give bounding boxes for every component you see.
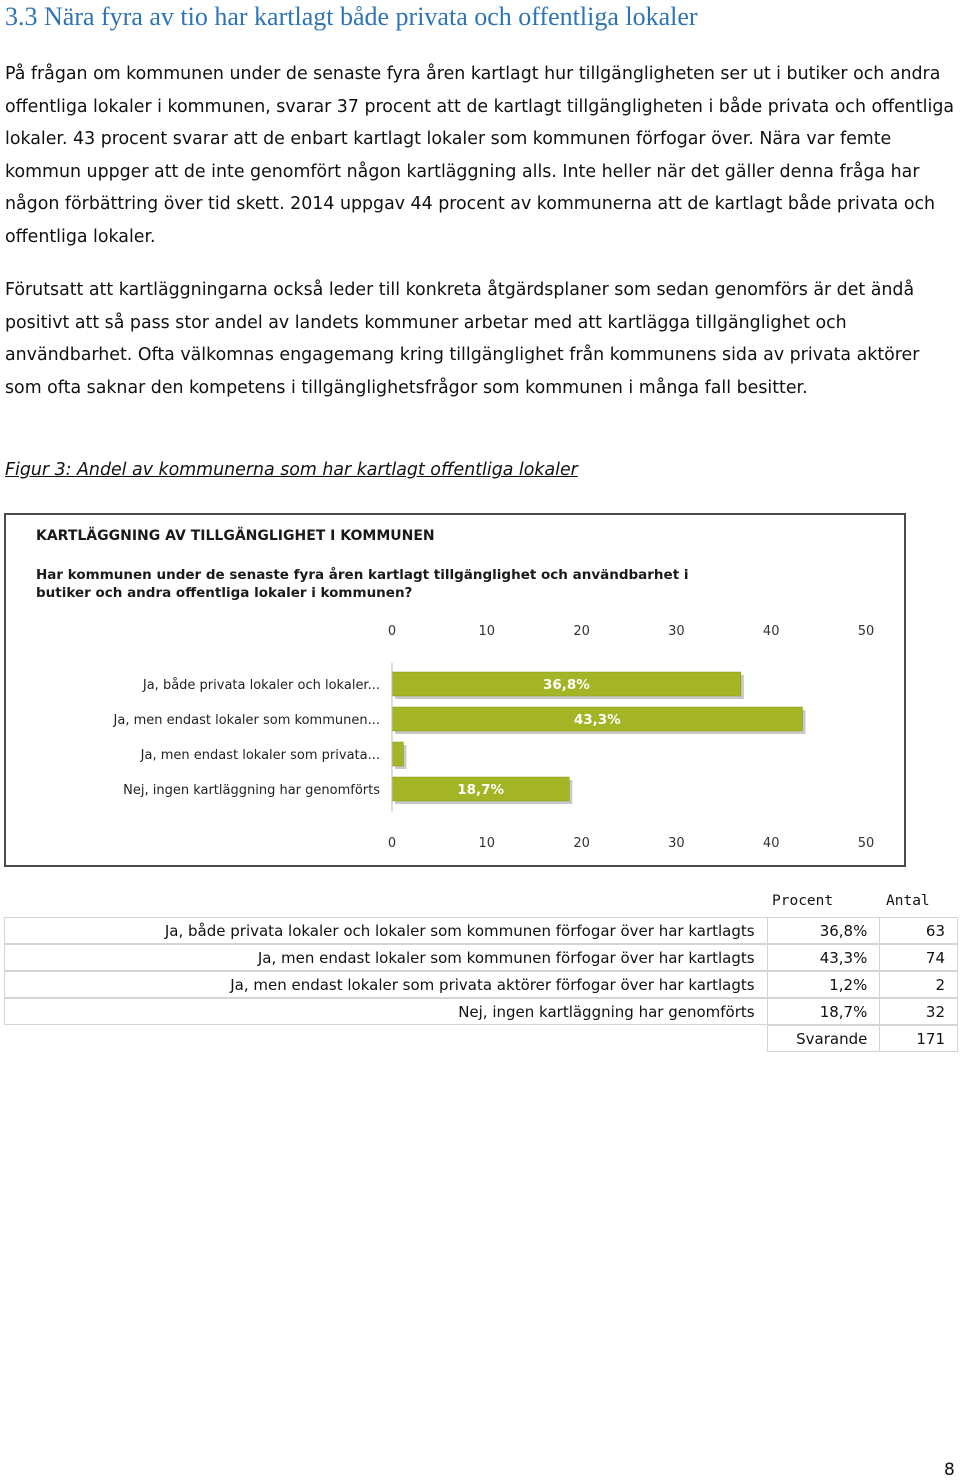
row-percent: 36,8% xyxy=(767,917,880,944)
row-count: 63 xyxy=(879,917,958,944)
x-tick-label-top: 0 xyxy=(387,624,397,639)
x-tick-label-bottom: 50 xyxy=(857,836,875,851)
table-header-percent: Procent xyxy=(772,893,834,909)
category-label: Ja, både privata lokaler och lokaler... xyxy=(142,678,380,693)
chart-subtitle-line: Har kommunen under de senaste fyra åren kartlagt tillgänglighet och användbarhet i xyxy=(36,567,689,583)
bar xyxy=(392,742,403,766)
x-tick-label-top: 40 xyxy=(762,624,780,639)
category-label: Ja, men endast lokaler som privata... xyxy=(140,748,380,763)
results-table xyxy=(4,917,958,1052)
row-label: Nej, ingen kartläggning har genomförts xyxy=(4,998,767,1025)
table-header-count: Antal xyxy=(886,893,930,909)
table-row xyxy=(4,944,958,971)
x-tick-label-top: 30 xyxy=(668,624,685,639)
category-label: Ja, men endast lokaler som kommunen... xyxy=(113,713,380,728)
row-count: 32 xyxy=(879,998,958,1025)
section-heading: 3.3 Nära fyra av tio har kartlagt både privata och offentliga lokaler xyxy=(5,2,698,31)
x-tick-label-top: 20 xyxy=(573,624,590,639)
row-label: Ja, men endast lokaler som privata aktörer förfogar över har kartlagts xyxy=(4,971,767,998)
row-percent: 18,7% xyxy=(767,998,880,1025)
category-label: Nej, ingen kartläggning har genomförts xyxy=(123,783,380,798)
row-label: Ja, både privata lokaler och lokaler som kommunen förfogar över har kartlagts xyxy=(4,917,767,944)
data-label: 36,8% xyxy=(543,677,590,693)
row-count: 74 xyxy=(879,944,958,971)
row-label-empty xyxy=(4,1025,767,1052)
data-label: 18,7% xyxy=(457,782,505,798)
bar-chart xyxy=(4,513,906,867)
x-tick-label-bottom: 0 xyxy=(387,836,397,851)
data-label: 43,3% xyxy=(573,712,621,728)
page-number: 8 xyxy=(944,1460,955,1480)
x-tick-label-top: 10 xyxy=(478,624,496,639)
body-paragraph-2: Förutsatt att kartläggningarna också leder till konkreta åtgärdsplaner som sedan genomförs är det ändå positivt att så pass stor andel av landets kommuner arbetar med att kartlägga tillgänglighet och användbarhet. Ofta välkomnas engagemang kring tillgänglighet från kommunens sida av privata aktörer som ofta saknar den kompetens i tillgänglighetsfrågor som kommunen i många fall besitter. xyxy=(5,280,920,398)
table-row xyxy=(4,998,958,1025)
bar-chart-svg xyxy=(6,515,904,865)
table-row xyxy=(4,971,958,998)
table-row xyxy=(4,917,958,944)
chart-title: KARTLÄGGNING AV TILLGÄNGLIGHET I KOMMUNEN xyxy=(36,528,435,544)
x-tick-label-top: 50 xyxy=(857,624,875,639)
total-label: Svarande xyxy=(767,1025,880,1052)
table-total-row xyxy=(4,1025,958,1052)
x-tick-label-bottom: 30 xyxy=(668,836,685,851)
body-paragraph-1: På frågan om kommunen under de senaste fyra åren kartlagt hur tillgängligheten ser ut i butiker och andra offentliga lokaler i kommunen, svarar 37 procent att de kartlagt tillgängligheten i både privata och offentliga lokaler. 43 procent svarar att de enbart kartlagt lokaler som kommunen förfogar över. Nära var femte kommun uppger att de inte genomfört någon kartläggning alls. Inte heller när det gäller denna fråga har någon förbättring över tid skett. 2014 uppgav 44 procent av kommunerna att de kartlagt både privata och offentliga lokaler. xyxy=(5,64,955,247)
row-label: Ja, men endast lokaler som kommunen förfogar över har kartlagts xyxy=(4,944,767,971)
row-percent: 43,3% xyxy=(767,944,880,971)
chart-subtitle-line: butiker och andra offentliga lokaler i kommunen? xyxy=(36,585,413,601)
figure-caption: Figur 3: Andel av kommunerna som har kartlagt offentliga lokaler xyxy=(5,460,578,480)
total-count: 171 xyxy=(879,1025,958,1052)
row-percent: 1,2% xyxy=(767,971,880,998)
row-count: 2 xyxy=(879,971,958,998)
x-tick-label-bottom: 40 xyxy=(762,836,780,851)
x-tick-label-bottom: 20 xyxy=(573,836,590,851)
x-tick-label-bottom: 10 xyxy=(478,836,496,851)
